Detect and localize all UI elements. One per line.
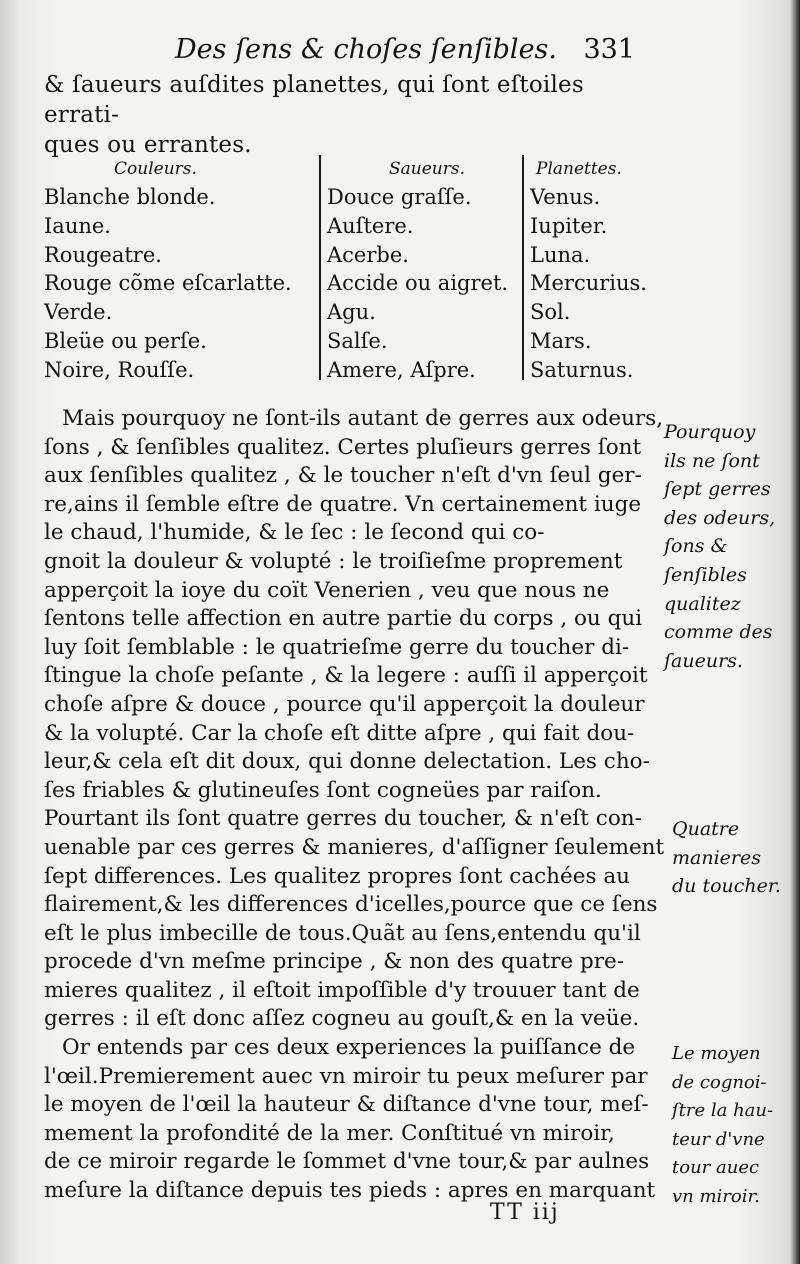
- text-line: mieres qualitez , il eſtoit impoſſible d'y trouuer tant de: [44, 977, 640, 1003]
- column-heading: Saueurs.: [389, 159, 465, 179]
- table-cell: Iupiter.: [530, 213, 608, 238]
- margin-note-line: tour auec: [672, 1157, 760, 1179]
- text-line: ſes friables & glutineuſes ſont cogneües par raiſon.: [44, 777, 602, 803]
- margin-note-line: de cognoi-: [672, 1071, 767, 1093]
- margin-note-line: comme des: [664, 621, 773, 644]
- margin-note-line: ſons &: [664, 535, 728, 558]
- text-line: le chaud, l'humide, & le ſec : le ſecond qui co-: [44, 520, 545, 546]
- paragraph-2: [44, 1034, 669, 1206]
- text-line: eſt le plus imbecille de tous.Quãt au ſens,entendu qu'il: [44, 920, 641, 946]
- margin-note-line: Pourquoy: [664, 421, 756, 443]
- margin-note-line: teur d'vne: [672, 1128, 765, 1150]
- table-cell: Bleüe ou perſe.: [44, 328, 207, 353]
- table-cell: Mercurius.: [530, 271, 647, 296]
- text-line: Pourtant ils ſont quatre gerres du toucher, & n'eſt con-: [44, 806, 642, 832]
- margin-note-quatre-manieres: [672, 815, 792, 901]
- table-column-saueurs: [319, 155, 527, 380]
- margin-note-line: vn miroir.: [672, 1185, 760, 1207]
- text-line: gerres : il eſt donc aſſez cogneu au gouſt,& en la veüe.: [44, 1006, 640, 1032]
- text-line: ques ou errantes.: [44, 132, 252, 158]
- table-cell: Verde.: [44, 300, 113, 325]
- table-cell: Auſtere.: [327, 213, 414, 238]
- margin-note-pourquoy: [664, 418, 784, 675]
- column-heading: Planettes.: [536, 159, 622, 179]
- text-line: meſure la diſtance depuis tes pieds : apres en marquant: [44, 1178, 656, 1204]
- text-line: le moyen de l'œil la hauteur & diſtance d'vne tour, meſ-: [44, 1092, 649, 1118]
- text-line: flairement,& les differences d'icelles,pource que ce ſens: [44, 892, 658, 918]
- table-cell: Rouge cõme eſcarlatte.: [44, 271, 292, 296]
- margin-note-line: Quatre: [672, 818, 740, 840]
- table-cell: Saturnus.: [530, 357, 634, 382]
- body-text: [44, 405, 669, 1206]
- text-line: luy ſoit ſemblable : le quatrieſme gerre du toucher di-: [44, 634, 630, 660]
- margin-note-line: du toucher.: [672, 875, 781, 898]
- margin-note-line: qualitez: [664, 592, 741, 615]
- running-head: [175, 34, 635, 66]
- margin-note-line: des odeurs,: [664, 506, 776, 529]
- table-cell: Venus.: [530, 185, 601, 209]
- margin-note-line: ſenſibles: [664, 563, 747, 586]
- text-line: Mais pourquoy ne ſont-ils autant de gerres aux odeurs,: [62, 406, 664, 431]
- text-line: uenable par ces gerres & manieres, d'aſſigner ſeulement: [44, 834, 665, 860]
- text-line: choſe aſpre & douce , pource qu'il apperçoit la douleur: [44, 691, 645, 717]
- table-column-planettes: [522, 155, 670, 380]
- table-cell: Rougeatre.: [44, 242, 162, 267]
- text-line: gnoit la douleur & volupté : le troiſieſme proprement: [44, 548, 623, 574]
- text-line: Or entends par ces deux experiences la puiſſance de: [62, 1035, 636, 1061]
- text-line: ſept differences. Les qualitez propres ſont cachées au: [44, 863, 631, 889]
- margin-note-le-moyen: [672, 1040, 784, 1212]
- text-line: mement la profondité de la mer. Conſtitué vn miroir,: [44, 1120, 615, 1146]
- text-line: de ce miroir regarde le ſommet d'vne tour,& par aulnes: [44, 1149, 650, 1175]
- table-cell: Acerbe.: [327, 242, 409, 267]
- table-cell: Mars.: [530, 328, 592, 353]
- margin-note-line: ils ne ſont: [664, 449, 760, 472]
- text-line: ſtingue la choſe peſante , & la legere : auſſi il apperçoit: [44, 663, 648, 689]
- text-line: procede d'vn meſme principe , & non des quatre pre-: [44, 949, 624, 975]
- text-line: leur,& cela eſt dit doux, qui donne delectation. Les cho-: [44, 749, 650, 775]
- margin-note-line: manieres: [672, 846, 761, 869]
- text-line: re,ains il ſemble eſtre de quatre. Vn certainement iuge: [44, 491, 642, 517]
- table-cell: Luna.: [530, 242, 591, 267]
- column-heading: Couleurs.: [114, 159, 197, 179]
- text-line: apperçoit la ioye du coït Venerien , veu que nous ne: [44, 577, 610, 603]
- running-title: Des ſens & choſes ſenſibles.: [175, 34, 557, 65]
- text-line: ſentons telle affection en autre partie du corps , ou qui: [44, 606, 643, 632]
- margin-note-line: ſept gerres: [664, 478, 771, 501]
- page-number: 331: [583, 34, 635, 65]
- margin-note-line: ſtre la hau-: [672, 1100, 774, 1122]
- text-line: & la volupté. Car la choſe eſt ditte aſpre , qui fait dou-: [44, 720, 635, 746]
- text-line: aux ſenſibles qualitez , & le toucher n'eſt d'vn ſeul ger-: [44, 463, 642, 489]
- table-cell: Accide ou aigret.: [327, 271, 509, 296]
- table-cell: Amere, Aſpre.: [327, 357, 476, 382]
- table-cell: Sol.: [530, 300, 571, 325]
- table-cell: Blanche blonde.: [44, 185, 216, 209]
- text-line: & ſaueurs auſdites planettes, qui ſont eſtoiles errati-: [44, 72, 584, 128]
- signature-mark: TT iij: [490, 1200, 560, 1225]
- table-column-couleurs: [44, 155, 314, 385]
- text-line: l'œil.Premierement auec vn miroir tu peux meſurer par: [44, 1063, 648, 1089]
- table-cell: Noire, Rouſſe.: [44, 357, 195, 382]
- intro-text: [44, 70, 664, 160]
- table-cell: Iaune.: [44, 213, 111, 238]
- margin-note-line: Le moyen: [672, 1043, 761, 1064]
- table-cell: Agu.: [327, 300, 376, 325]
- text-line: ſons , & ſenſibles qualitez. Certes pluſieurs gerres ſont: [44, 434, 642, 460]
- margin-note-line: ſaueurs.: [664, 649, 743, 672]
- paragraph-1: [44, 405, 669, 1034]
- table-cell: Salſe.: [327, 328, 388, 353]
- correspondence-table: [44, 155, 654, 385]
- table-cell: Douce graſſe.: [327, 185, 472, 209]
